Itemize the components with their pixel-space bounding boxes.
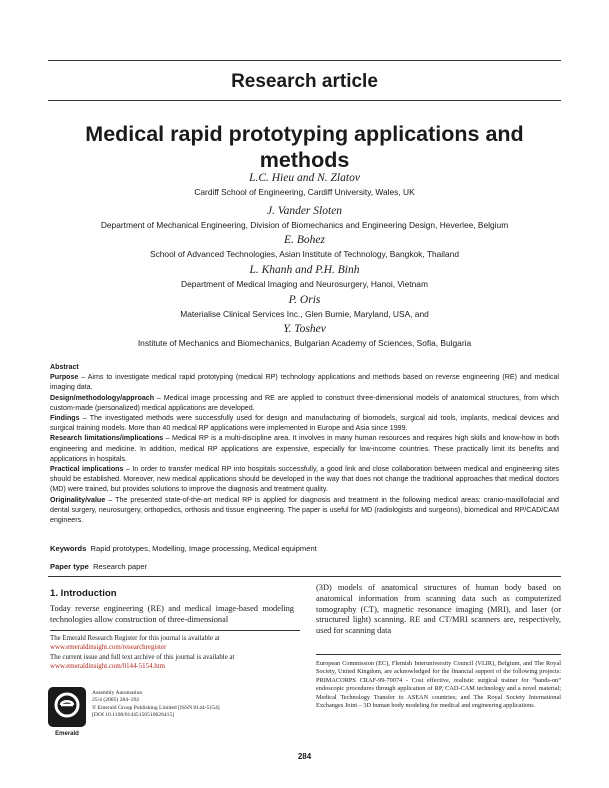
affiliation-2: Department of Mechanical Engineering, Division of Biomechanics and Engineering Design, Heverlee, Belgium <box>100 220 509 230</box>
abstract-practical: Practical implications – In order to transfer medical RP into hospitals successfully, a good link and close collaboration between medical and engineering sites should be established. Moreover, new medical applications should be developed in the way that does not change the traditional approaches that medical doctors (MD) were trained, but provides solutions to improve the diagnosis and treatment quality. <box>50 465 559 494</box>
journal-copyright: © Emerald Group Publishing Limited [ISSN 0144-5154] <box>92 704 220 711</box>
register-top-rule <box>50 630 300 631</box>
logo-text: Emerald <box>55 731 79 737</box>
abstract-findings: Findings – The investigated methods were successfully used for design and manufacturing of biomodels, surgical aid tools, implants, medical devices and surgical training models. More than 40 medical RP applications were implemented in Europe and Asia since 1999. <box>50 414 559 433</box>
author-2: J. Vander Sloten <box>266 205 343 217</box>
affiliation-4: Department of Medical Imaging and Neurosurgery, Hanoi, Vietnam <box>181 279 428 289</box>
abstract-limitations: Research limitations/implications – Medical RP is a multi-discipline area. It involves in many human resources and requires high skills and know-how in both engineering and medicine. In addition, medical RP applications are expensive, especially for low-income countries. These practically limit its benefits and applications in hospitals. <box>50 434 559 463</box>
journal-volume: 25/4 (2005) 284–292 <box>92 697 140 704</box>
article-type-rule <box>48 100 561 101</box>
abstract-bottom-rule <box>48 576 561 577</box>
acknowledgement-note: European Commission (EC), Flemish Interuniversity Council (VLIR), Belgium, and The Royal Society, United Kingdom, are acknowledged for the financial support of the following projects: PRIMACORPS CRAF-99-70074 - Cost effective, realistic surgical trainer for “hands-on” endoscopic procedures through application of RP, CAD-CAM technology and a novel material; Medical Technology Transfer to ASEAN countries; and The Royal Society International Exchanges Joint – 3D human body modeling for medical and engineering applications. <box>316 660 561 710</box>
intro-left-text: Today reverse engineering (RE) and medical image-based modeling technologies allow construction of three-dimensional <box>50 604 294 624</box>
research-register <box>50 634 302 672</box>
journal-info <box>92 690 220 720</box>
register-line-2: The current issue and full text archive of this journal is available at <box>50 653 235 661</box>
abstract-originality: Originality/value – The presented state-of-the-art medical RP is applied for diagnosis and treatment in the following medical areas: cranio-maxillofacial and dental surgery, neurosurgery, orthopedics, orthosis and tissue engineering. The paper is useful for MD (radiologists and surgeons), biomedical and RP/CAD/CAM engineers. <box>50 495 559 525</box>
abstract <box>50 362 559 525</box>
author-4: L. Khanh and P.H. Binh <box>249 264 360 276</box>
page-number: 284 <box>297 752 312 761</box>
author-3: E. Bohez <box>284 234 325 246</box>
section-heading: 1. Introduction <box>50 588 117 599</box>
register-link-2[interactable]: www.emeraldinsight.com/0144-5154.htm <box>50 663 165 671</box>
register-link-1[interactable]: www.emeraldinsight.com/researchregister <box>50 644 167 652</box>
keywords-label: Keywords <box>50 544 87 553</box>
register-line-1: The Emerald Research Register for this journal is available at <box>50 635 220 642</box>
top-rule <box>48 60 561 61</box>
keywords <box>50 544 559 553</box>
affiliation-3: School of Advanced Technologies, Asian Institute of Technology, Bangkok, Thailand <box>150 249 459 259</box>
journal-name: Assembly Automation <box>92 690 143 696</box>
paper-type-label: Paper type <box>50 562 89 571</box>
paper-title: Medical rapid prototyping applications and methods <box>85 122 524 172</box>
author-5: P. Oris <box>288 294 321 306</box>
article-type: Research article <box>231 71 378 92</box>
paper-type <box>50 562 559 571</box>
keywords-text: Rapid prototypes, Modelling, Image processing, Medical equipment <box>90 544 317 553</box>
author-1: L.C. Hieu and N. Zlatov <box>249 172 360 184</box>
emerald-logo-icon <box>48 687 86 727</box>
abstract-design: Design/methodology/approach – Medical image processing and RE are applied to construct three-dimensional models of anatomical structures, from which custom-made (personalized) medical applications are developed. <box>50 393 559 412</box>
abstract-purpose: Purpose – Aims to investigate medical rapid prototyping (medical RP) technology applications and methods based on reverse engineering (RE) and medical imaging data. <box>50 373 559 392</box>
abstract-heading: Abstract <box>50 363 79 371</box>
affiliation-6: Institute of Mechanics and Biomechanics, Bulgarian Academy of Sciences, Sofia, Bulgaria <box>137 338 472 348</box>
note-top-rule <box>316 654 561 655</box>
intro-right-text: (3D) models of anatomical structures of human body based on anatomical information from scanning data such as computerized tomography (CT), magnetic resonance imaging (MRI), and laser (or structured light) scanning. RE and CT/MRI scanners are, respectively, used for scanning data <box>316 583 561 636</box>
affiliation-5: Materialise Clinical Services Inc., Glen Burnie, Maryland, USA, and <box>180 309 429 319</box>
paper-type-text: Research paper <box>93 562 148 571</box>
journal-doi: [DOI 10.1108/01445150510626415] <box>92 712 175 719</box>
affiliation-1: Cardiff School of Engineering, Cardiff University, Wales, UK <box>194 187 415 197</box>
author-6: Y. Toshev <box>283 323 326 335</box>
